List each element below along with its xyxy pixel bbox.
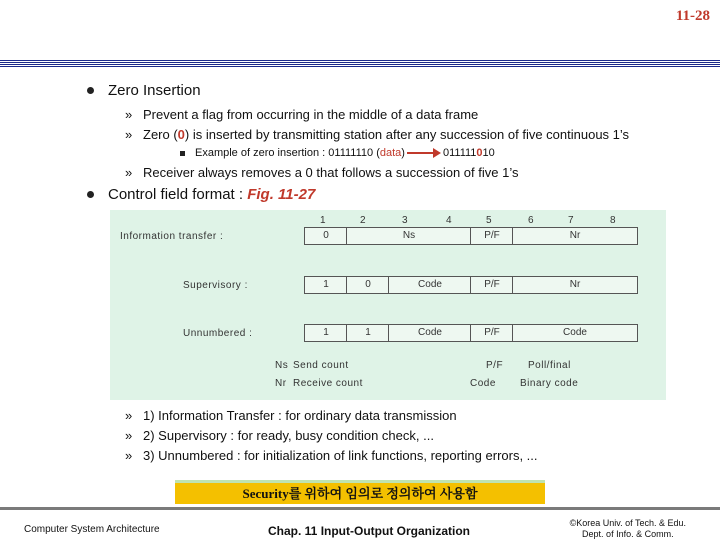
field-cell: Code (388, 324, 472, 342)
legend-desc: Poll/final (528, 360, 571, 371)
field-cell: P/F (470, 227, 514, 245)
bit-number: 1 (320, 215, 327, 226)
bit-number: 3 (402, 215, 409, 226)
row-label-information: Information transfer : (120, 231, 224, 242)
bit-number: 8 (610, 215, 617, 226)
bit-number: 6 (528, 215, 535, 226)
chevron-bullet-icon: » (125, 428, 133, 443)
square-bullet-icon (180, 151, 185, 156)
example-line: Example of zero insertion : 01111110 (data) 011111010 (180, 147, 495, 159)
field-cell: 0 (346, 276, 390, 294)
row-label-supervisory: Supervisory : (183, 280, 248, 291)
row-label-unnumbered: Unnumbered : (183, 328, 253, 339)
field-cell: Ns (346, 227, 472, 245)
field-cell: Nr (512, 276, 638, 294)
footer-copyright: ©Korea Univ. of Tech. & Edu. Dept. of Info. & Comm. (569, 518, 686, 539)
legend-key: Ns (275, 360, 289, 371)
footer-chapter-title: Chap. 11 Input-Output Organization (268, 524, 470, 538)
legend-key: P/F (486, 360, 504, 371)
legend-desc: Binary code (520, 378, 579, 389)
right-arrow-icon (407, 148, 441, 158)
zero-insertion-title: Zero Insertion (108, 82, 201, 99)
field-cell: Code (388, 276, 472, 294)
control-field-title: Control field format : (108, 186, 248, 203)
sub-bullet-supervisory: » 2) Supervisory : for ready, busy condition check, ... (125, 428, 434, 443)
bit-number: 5 (486, 215, 493, 226)
legend-desc: Receive count (293, 378, 363, 389)
security-note-banner: Security를 위하여 임의로 정의하여 사용함 (175, 480, 545, 504)
legend-desc: Send count (293, 360, 349, 371)
sub-bullet-unnumbered: » 3) Unnumbered : for initialization of link functions, reporting errors, ... (125, 448, 538, 463)
chevron-bullet-icon: » (125, 165, 133, 180)
header-rule (0, 59, 720, 67)
bit-number: 4 (446, 215, 453, 226)
field-cell: 1 (346, 324, 390, 342)
sub-bullet-prevent: » Prevent a flag from occurring in the middle of a data frame (125, 107, 479, 122)
footer-rule (0, 507, 720, 510)
page-number: 11-28 (675, 8, 710, 24)
field-cell: 1 (304, 324, 348, 342)
sub-bullet-zero-inserted: » Zero (0) is inserted by transmitting station after any succession of five continuous 1’s (125, 127, 630, 142)
sub-bullet-information-transfer: » 1) Information Transfer : for ordinary data transmission (125, 408, 457, 423)
example-data-word: data (379, 147, 402, 159)
bit-number: 2 (360, 215, 367, 226)
field-cell: 1 (304, 276, 348, 294)
field-cell: P/F (470, 276, 514, 294)
inserted-zero: 0 (476, 147, 483, 159)
field-cell: 0 (304, 227, 348, 245)
highlight-zero: 0 (177, 127, 185, 142)
field-cell: Code (512, 324, 638, 342)
legend-key: Code (470, 378, 496, 389)
sub-bullet-receiver: » Receiver always removes a 0 that follows a succession of five 1’s (125, 165, 519, 180)
chevron-bullet-icon: » (125, 408, 133, 423)
chevron-bullet-icon: » (125, 127, 133, 142)
bit-number: 7 (568, 215, 575, 226)
figure-reference: Fig. 11-27 (247, 186, 316, 203)
chevron-bullet-icon: » (125, 448, 133, 463)
field-cell: P/F (470, 324, 514, 342)
control-field-figure (110, 210, 666, 400)
field-cell: Nr (512, 227, 638, 245)
legend-key: Nr (275, 378, 287, 389)
footer-course: Computer System Architecture (24, 524, 160, 535)
bullet-dot-icon (87, 191, 94, 198)
chevron-bullet-icon: » (125, 107, 133, 122)
bullet-dot-icon (87, 87, 94, 94)
